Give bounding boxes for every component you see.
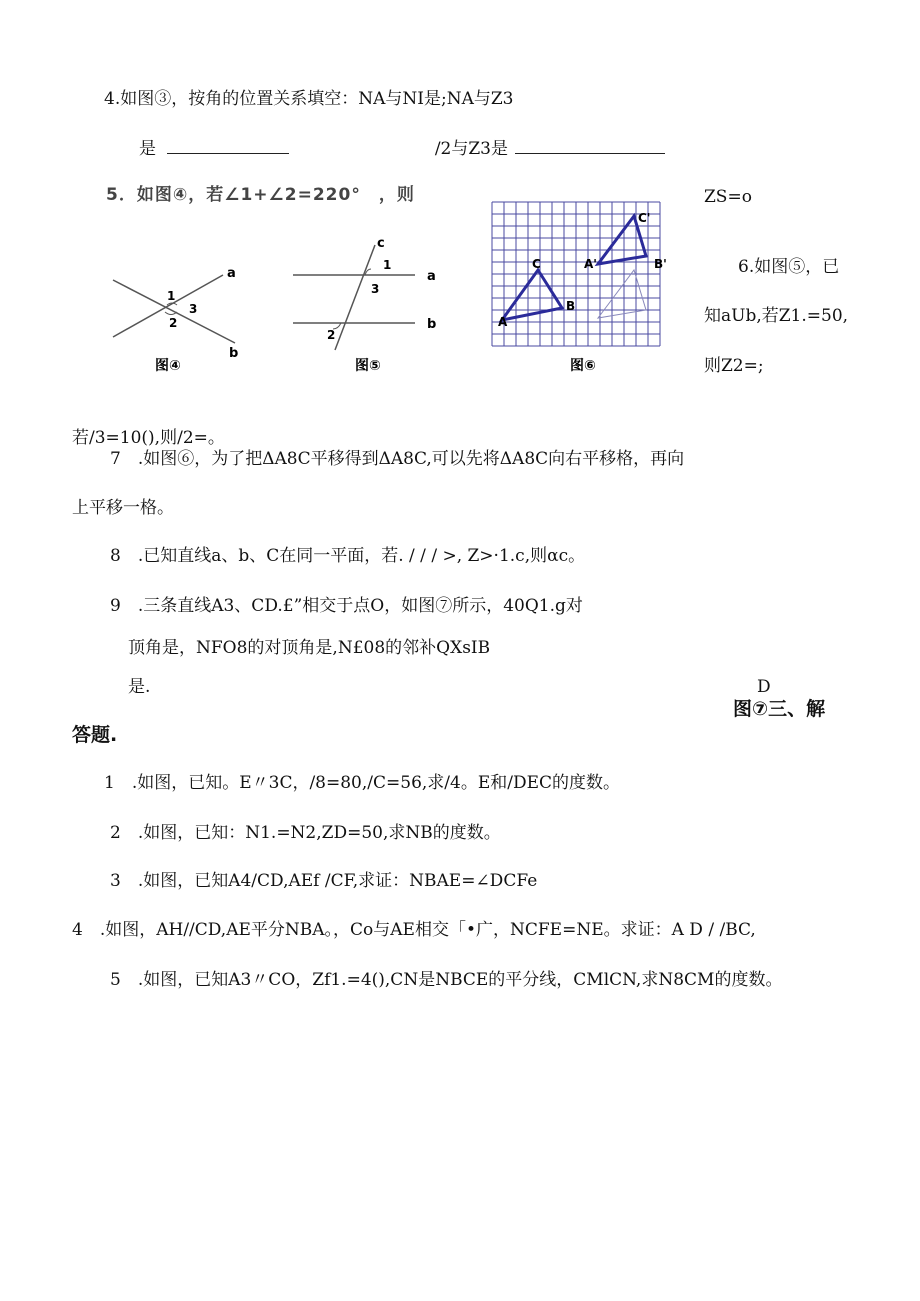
answer-5: 5 .如图，已知A3〃CO，Zf1.=4(),CN是NBCE的平分线，CMlCN,求N8CM的度数。	[110, 970, 783, 990]
figure-6	[488, 198, 680, 378]
fig6-triangle-faint	[598, 270, 646, 318]
q6-line1: 6.如图⑤，已	[738, 257, 840, 277]
q4-prefix: 是	[139, 139, 156, 159]
fig6-label-c-prime: C'	[638, 211, 651, 225]
fig4-label-2: 2	[169, 316, 178, 330]
q6-line3: 则Z2=;	[704, 356, 764, 376]
fig6-label-a-prime: A'	[584, 257, 597, 271]
q6-line4: 若/3=10(),则/2=。	[72, 428, 225, 448]
q9-line1: 9 .三条直线A3、CD.£”相交于点O，如图⑦所示，40Q1.g对	[110, 596, 583, 616]
fig4-caption: 图④	[155, 358, 181, 374]
fig5-label-3: 3	[371, 282, 380, 296]
answer-4: 4 .如图，AH//CD,AE平分NBA。，Co与AE相交「•广，NCFE=NE。求证：A D / /BC,	[72, 920, 756, 940]
q9-line2: 顶角是，NFO8的对顶角是,N£08的邻补QXsIB	[128, 638, 491, 658]
fig5-label-2: 2	[327, 328, 336, 342]
fig6-label-c: C	[532, 257, 541, 271]
q8-line: 8 .已知直线a、b、C在同一平面，若. / / / >, Z>·1.c,则αc。	[110, 546, 586, 566]
q4-blank-1[interactable]	[167, 137, 289, 154]
fig6-caption: 图⑥	[570, 358, 596, 374]
q5-line: 5．如图④，若∠1+∠2=220° ，则	[106, 185, 415, 205]
answer-3: 3 .如图，已知A4/CD,AEf /CF,求证：NBAE=∠DCFe	[110, 871, 538, 891]
fig6-triangle-abc	[502, 270, 562, 320]
fig4-label-a: a	[227, 266, 236, 281]
fig5-label-c: c	[377, 236, 385, 251]
q6-line2: 知aUb,若Z1.=50,	[704, 306, 849, 326]
q9-line3: 是.	[128, 677, 151, 697]
q9-fig-letter: D	[757, 677, 771, 697]
fig5-label-a: a	[427, 269, 436, 284]
fig4-label-b: b	[229, 346, 239, 361]
figure-5	[285, 235, 445, 380]
q4-line2	[139, 137, 665, 160]
fig6-label-a: A	[498, 315, 508, 329]
q4-mid: /2与Z3是	[434, 139, 508, 159]
fig4-label-3: 3	[189, 302, 198, 316]
fig5-label-b: b	[427, 317, 437, 332]
fig5-caption: 图⑤	[355, 358, 381, 374]
figure-4	[105, 255, 255, 380]
fig6-label-b: B	[566, 299, 576, 313]
q7-line1: 7 .如图⑥，为了把ΔA8C平移得到ΔA8C,可以先将ΔA8C向右平移格，再向	[110, 449, 685, 469]
q9-fig-caption: 图⑦三、解	[733, 698, 826, 720]
fig4-label-1: 1	[167, 289, 176, 303]
q5-tail: ZS=o	[704, 187, 752, 207]
answer-2: 2 .如图，已知：N1.=N2,ZD=50,求NB的度数。	[110, 823, 501, 843]
q4-line1: 4.如图③，按角的位置关系填空：NA与NI是;NA与Z3	[104, 89, 514, 109]
section-title: 答题.	[72, 724, 118, 746]
q7-line2: 上平移一格。	[72, 498, 174, 518]
fig5-label-1: 1	[383, 258, 392, 272]
q4-blank-2[interactable]	[515, 137, 665, 154]
fig5-line-c	[335, 245, 375, 350]
answer-1: 1 .如图，已知。E〃3C，/8=80,/C=56,求/4。E和/DEC的度数。	[104, 773, 621, 793]
fig6-label-b-prime: B'	[654, 257, 667, 271]
